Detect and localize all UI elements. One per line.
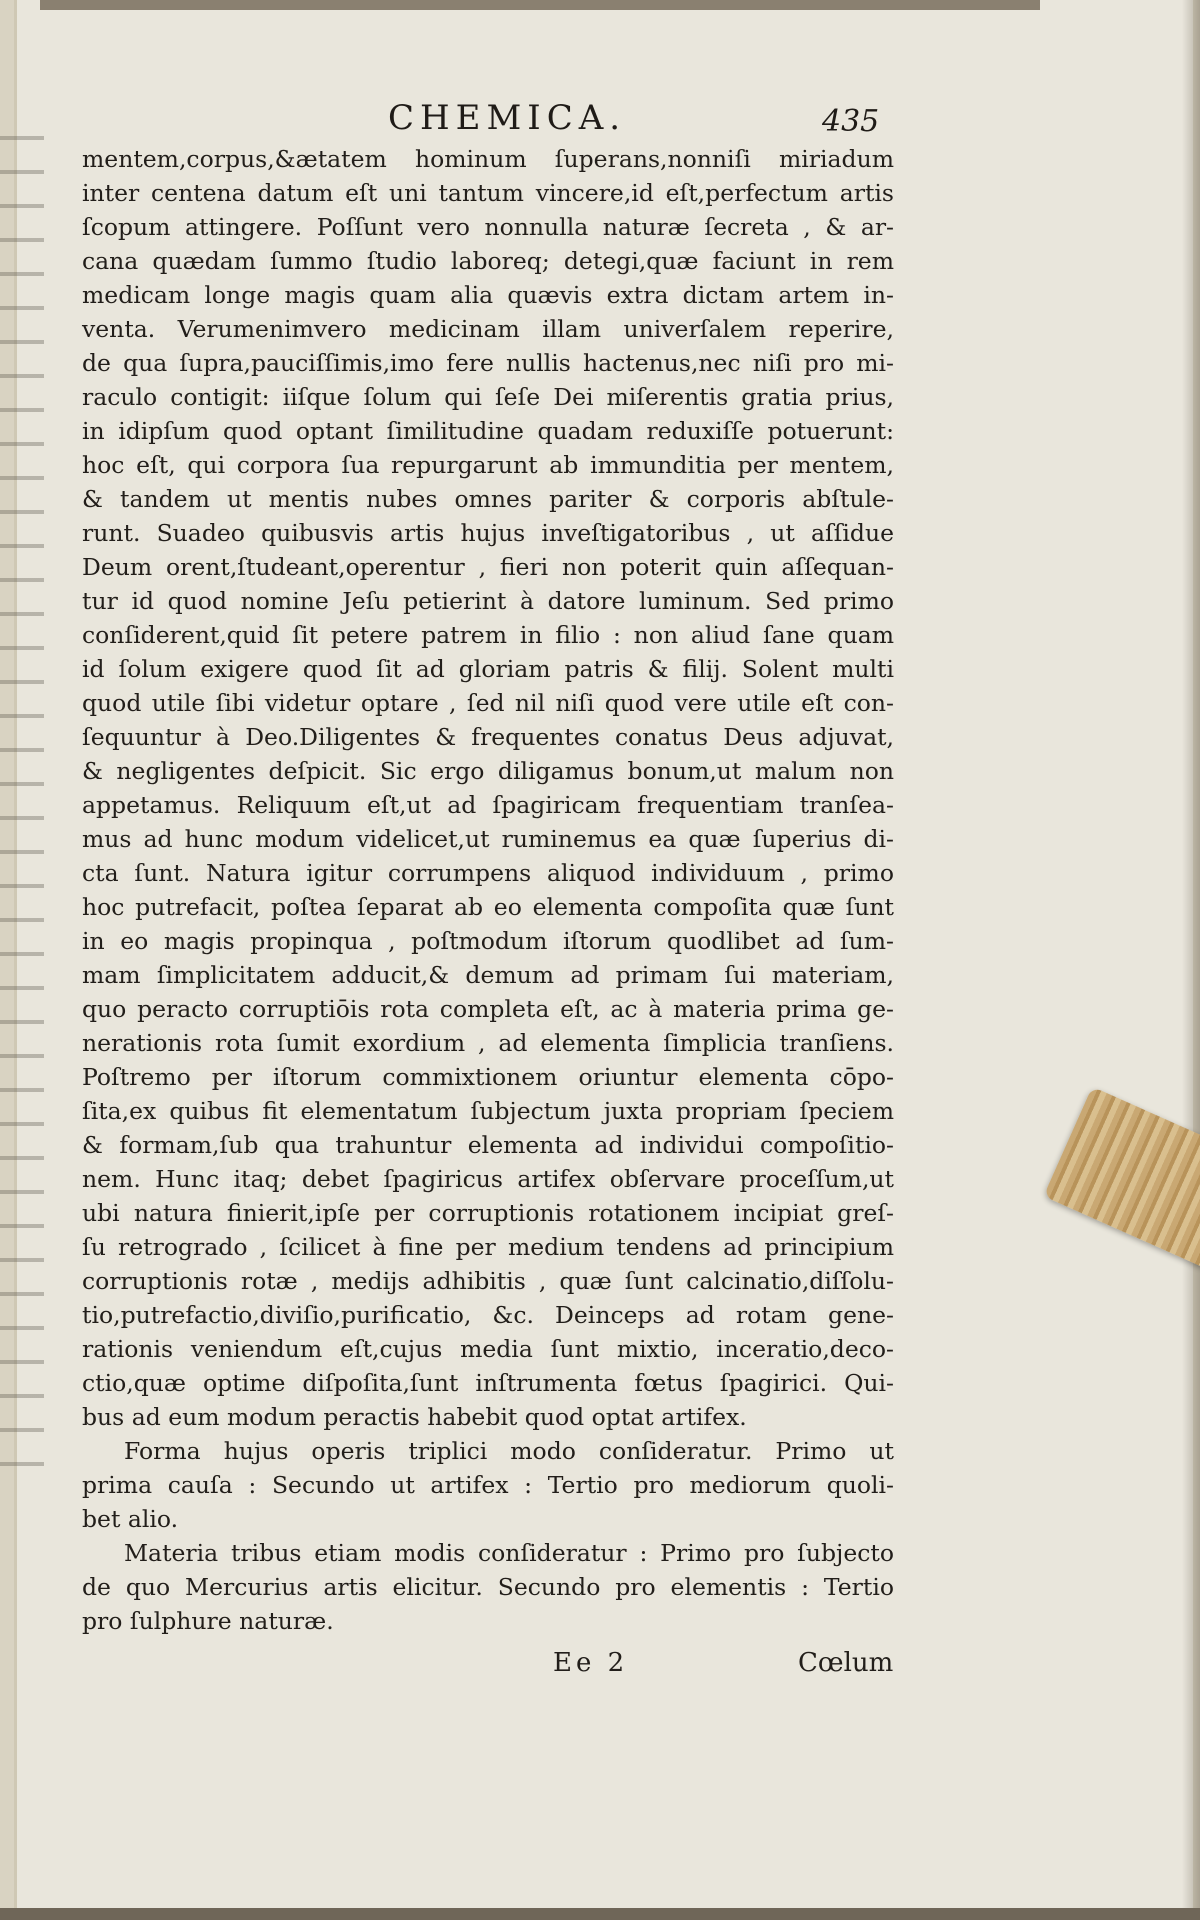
text-line: quo peracto corruptiōis rota completa eſt, ac à materia prima ge- [82, 995, 894, 1023]
text-line: Deum orent,ſtudeant,operentur , fieri non poterit quin aſſequan- [82, 553, 894, 581]
text-line: Materia tribus etiam modis conſideratur : Primo pro ſubjecto [124, 1539, 894, 1567]
text-line: nerationis rota ſumit exordium , ad elementa ſimplicia tranſiens. [82, 1029, 894, 1057]
facing-page-bleed [0, 110, 44, 1470]
text-line: id ſolum exigere quod ſit ad gloriam patris & filij. Solent multi [82, 655, 894, 683]
text-line: prima cauſa : Secundo ut artifex : Tertio pro mediorum quoli- [82, 1471, 894, 1499]
text-line: inter centena datum eſt uni tantum vincere,id eſt,perfectum artis [82, 179, 894, 207]
text-line: ſu retrogrado , ſcilicet à fine per medium tendens ad principium [82, 1233, 894, 1261]
text-line: in eo magis propinqua , poſtmodum iſtorum quodlibet ad ſum- [82, 927, 894, 955]
text-line: rationis veniendum eſt,cujus media ſunt mixtio, inceratio,deco- [82, 1335, 894, 1363]
page-bottom-edge [0, 1908, 1200, 1920]
text-line: cana quædam ſummo ſtudio laboreq; detegi,quæ faciunt in rem [82, 247, 894, 275]
text-line: pro ſulphure naturæ. [82, 1607, 334, 1635]
text-line: Poſtremo per iſtorum commixtionem oriuntur elementa cōpo- [82, 1063, 894, 1091]
text-line: ctio,quæ optime diſpoſita,ſunt inſtrumenta fœtus ſpagirici. Qui- [82, 1369, 894, 1397]
text-line: de qua ſupra,pauciſſimis,imo fere nullis hactenus,nec niſi pro mi- [82, 349, 894, 377]
text-line: mus ad hunc modum videlicet,ut ruminemus ea quæ ſuperius di- [82, 825, 894, 853]
running-head: CHEMICA. [388, 98, 627, 138]
text-line: mam ſimplicitatem adducit,& demum ad primam ſui materiam, [82, 961, 894, 989]
text-line: runt. Suadeo quibusvis artis hujus inveſtigatoribus , ut aſſidue [82, 519, 894, 547]
text-line: & tandem ut mentis nubes omnes pariter & corporis abſtule- [82, 485, 894, 513]
text-line: & formam,ſub qua trahuntur elementa ad individui compoſitio- [82, 1131, 894, 1159]
text-line: ſita,ex quibus fit elementatum ſubjectum juxta propriam ſpeciem [82, 1097, 894, 1125]
text-line: nem. Hunc itaq; debet ſpagiricus artifex obſervare proceſſum,ut [82, 1165, 894, 1193]
text-line: raculo contigit: iiſque ſolum qui ſeſe Dei miſerentis gratia prius, [82, 383, 894, 411]
text-line: appetamus. Reliquum eſt,ut ad ſpagiricam frequentiam tranſea- [82, 791, 894, 819]
text-line: cta ſunt. Natura igitur corrumpens aliquod individuum , primo [82, 859, 894, 887]
text-line: medicam longe magis quam alia quævis extra dictam artem in- [82, 281, 894, 309]
catchword: Cœlum [798, 1648, 894, 1678]
text-line: ſequuntur à Deo.Diligentes & frequentes conatus Deus adjuvat, [82, 723, 894, 751]
text-line: bet alio. [82, 1505, 179, 1533]
text-line: bus ad eum modum peractis habebit quod optat artifex. [82, 1403, 747, 1431]
text-line: venta. Verumenimvero medicinam illam univerſalem reperire, [82, 315, 894, 343]
text-line: mentem,corpus,&ætatem hominum ſuperans,nonniſi miriadum [82, 145, 894, 173]
text-line: ſcopum attingere. Poſſunt vero nonnulla naturæ ſecreta , & ar- [82, 213, 894, 241]
text-line: hoc putrefacit, poſtea ſeparat ab eo elementa compoſita quæ ſunt [82, 893, 894, 921]
text-line: tio,putrefactio,diviſio,purificatio, &c. Deinceps ad rotam gene- [82, 1301, 894, 1329]
text-line: hoc eſt, qui corpora ſua repurgarunt ab immunditia per mentem, [82, 451, 894, 479]
signature-mark: Ee 2 [553, 1648, 629, 1678]
page-top-edge [40, 0, 1040, 10]
text-line: tur id quod nomine Jeſu petierint à datore luminum. Sed primo [82, 587, 894, 615]
text-line: quod utile ſibi videtur optare , ſed nil niſi quod vere utile eſt con- [82, 689, 894, 717]
page-gutter-shadow [1182, 0, 1200, 1920]
text-line: de quo Mercurius artis elicitur. Secundo pro elementis : Tertio [82, 1573, 894, 1601]
text-line: conſiderent,quid ſit petere patrem in filio : non aliud ſane quam [82, 621, 894, 649]
page-number: 435 [822, 104, 880, 139]
text-line: in idipſum quod optant ſimilitudine quadam reduxiſſe potuerunt: [82, 417, 894, 445]
text-line: ubi natura finierit,ipſe per corruptionis rotationem incipiat greſ- [82, 1199, 894, 1227]
body-text [82, 142, 894, 1638]
text-line: & negligentes deſpicit. Sic ergo diligamus bonum,ut malum non [82, 757, 894, 785]
text-line: Forma hujus operis triplici modo conſideratur. Primo ut [124, 1437, 894, 1465]
text-line: corruptionis rotæ , medijs adhibitis , quæ ſunt calcinatio,diſſolu- [82, 1267, 894, 1295]
